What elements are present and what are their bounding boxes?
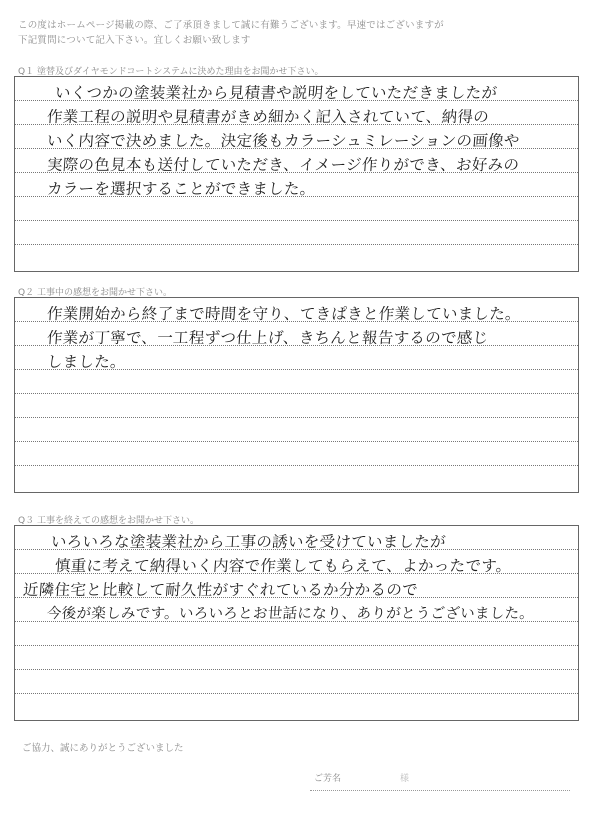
answer-1-line-2: 作業工程の説明や見積書がきめ細かく記入されていて、納得の — [46, 108, 490, 126]
answer-3-line-2: 慎重に考えて納得いく内容で作業してもらえて、よかったです。 — [54, 557, 513, 575]
signature-field — [310, 768, 570, 791]
question-3-label: Q３ 工事を終えての感想をお聞かせ下さい。 — [18, 516, 199, 526]
signature-label: ご芳名 — [314, 774, 342, 784]
answer-1-line-4: 実際の色見本も送付していただき、イメージ作りができ、お好みの — [46, 156, 520, 174]
signature-honorific: 様 — [400, 774, 410, 784]
question-2-label: Q２ 工事中の感想をお聞かせ下さい。 — [18, 288, 172, 298]
answer-2-line-1: 作業開始から終了まで時間を守り、てきぱきと作業していました。 — [46, 305, 522, 323]
answer-box-2 — [14, 297, 579, 493]
answer-2-line-2: 作業が丁寧で、一工程ずつ仕上げ、きちんと報告するので感じ — [46, 329, 490, 347]
answer-1-line-5: カラーを選択することができました。 — [46, 180, 317, 198]
ruled-line — [15, 669, 578, 670]
question-1-label: Q１ 塗替及びダイヤモンドコートシステムに決めた理由をお聞かせ下さい。 — [18, 67, 324, 77]
intro-text — [18, 18, 578, 48]
ruled-line — [15, 417, 578, 418]
ruled-line — [15, 441, 578, 442]
answer-box-1 — [14, 76, 579, 272]
ruled-line — [15, 244, 578, 245]
answer-1-line-1: いくつかの塗装業社から見積書や説明をしていただきましたが — [54, 84, 498, 102]
ruled-line — [15, 693, 578, 694]
closing-text: ご協力、誠にありがとうございました — [22, 743, 184, 754]
answer-1-line-3: いく内容で決めました。決定後もカラーシュミレーションの画像や — [46, 132, 521, 150]
answer-3-line-1: いろいろな塗装業社から工事の誘いを受けていましたが — [50, 533, 447, 551]
answer-2-line-3: しました。 — [46, 353, 127, 371]
ruled-line — [15, 645, 578, 646]
ruled-line — [15, 393, 578, 394]
intro-line-1: この度はホームページ掲載の際、ご了承頂きまして誠に有難うございます。早速ではございますが — [18, 20, 444, 31]
answer-box-3 — [14, 525, 579, 721]
intro-line-2: 下記質問について記入下さい。宜しくお願い致します — [18, 35, 251, 46]
answer-3-line-3: 近隣住宅と比較して耐久性がすぐれているか分かるので — [22, 581, 419, 599]
ruled-line — [15, 220, 578, 221]
ruled-line — [15, 465, 578, 466]
answer-3-line-4: 今後が楽しみです。いろいろとお世話になり、ありがとうございました。 — [46, 606, 535, 622]
